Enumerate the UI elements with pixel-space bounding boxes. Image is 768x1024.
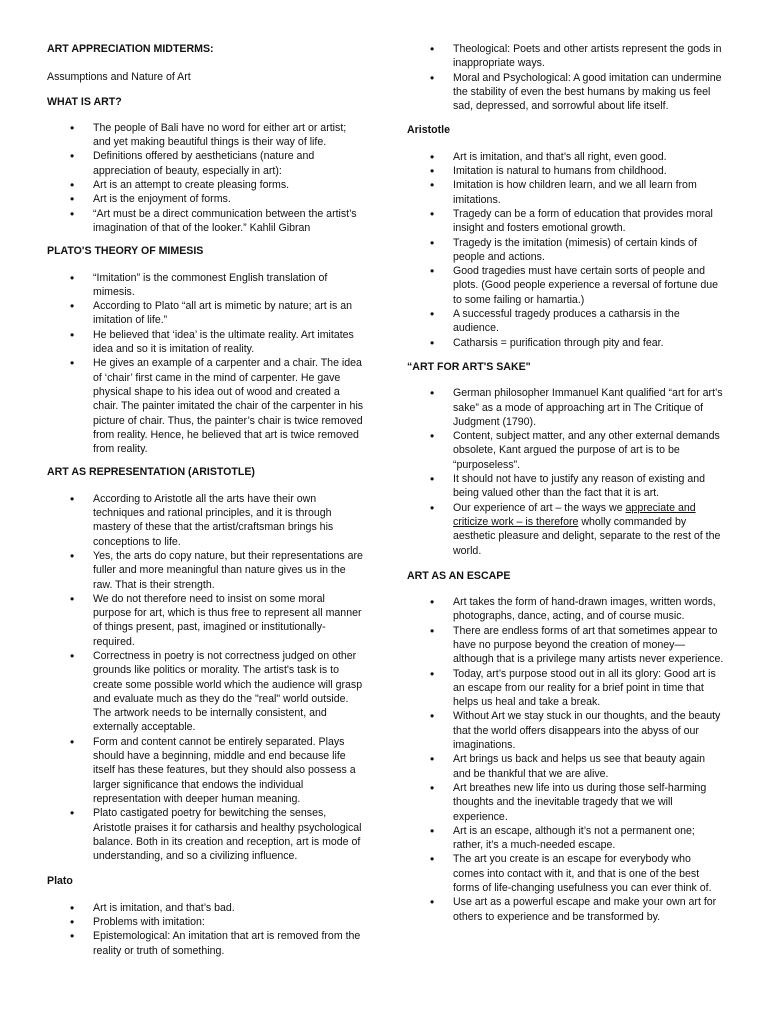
section-heading-platos-theory: PLATO'S THEORY OF MIMESIS <box>47 245 204 258</box>
list-item: • Art is an attempt to create pleasing forms. <box>47 178 365 192</box>
plato-list-continued <box>407 42 725 113</box>
list-item: • Art is an escape, although it’s not a permanent one; rather, it’s a much-needed escape. <box>407 824 725 853</box>
list-item: • It should not have to justify any reason of existing and being valued other than the fact that it is art. <box>407 472 725 501</box>
list-item: • Art is the enjoyment of forms. <box>47 192 365 206</box>
section-heading-aristotle: Aristotle <box>407 124 450 137</box>
art-for-arts-sake-list <box>407 386 725 558</box>
list-item: • There are endless forms of art that sometimes appear to have no purpose beyond the creation of money—although that is a privilege many artists never experience. <box>407 624 725 667</box>
list-item: • A successful tragedy produces a catharsis in the audience. <box>407 307 725 336</box>
what-is-art-list <box>47 121 365 235</box>
section-heading-what-is-art: WHAT IS ART? <box>47 95 122 108</box>
art-as-escape-list <box>407 595 725 924</box>
art-as-representation-list <box>47 492 365 864</box>
plato-list <box>47 901 365 958</box>
list-item: • He gives an example of a carpenter and a chair. The idea of ‘chair’ first came in the mind of carpenter. He gave physical shape to his idea out of wood and created a chair. The painter imitated the chair of the carpenter in his picture of chair. Thus, the painter’s chair is twice removed from reality. Hence, he believed that art is twice removed from reality. <box>47 356 365 456</box>
list-item: • Content, subject matter, and any other external demands obsolete, Kant argued the purpose of art is to be “purposeless”. <box>407 429 725 472</box>
list-item: • Use art as a powerful escape and make your own art for others to experience and be transformed by. <box>407 895 725 924</box>
list-item: • Art brings us back and helps us see that beauty again and be thankful that we are alive. <box>407 752 725 781</box>
section-heading-art-as-representation: ART AS REPRESENTATION (ARISTOTLE) <box>47 466 255 479</box>
list-item: • Tragedy is the imitation (mimesis) of certain kinds of people and actions. <box>407 236 725 265</box>
right-column <box>407 42 725 924</box>
list-item: • According to Aristotle all the arts have their own techniques and rational principles, and it is through mastery of these that the artist/craftsman brings his conceptions to life. <box>47 492 365 549</box>
list-item: • Moral and Psychological: A good imitation can undermine the stability of even the best humans by making us feel sad, depressed, and sorrowful about life itself. <box>407 71 725 114</box>
list-item: • Today, art’s purpose stood out in all its glory: Good art is an escape from our reality for a brief point in time that helps us heal and take a break. <box>407 667 725 710</box>
document-title: ART APPRECIATION MIDTERMS: <box>47 43 214 55</box>
list-item: • Imitation is how children learn, and we all learn from imitations. <box>407 178 725 207</box>
list-item: • German philosopher Immanuel Kant qualified “art for art’s sake” as a mode of approaching art in The Critique of Judgment (1790). <box>407 386 725 429</box>
list-item: • According to Plato “all art is mimetic by nature; art is an imitation of life.” <box>47 299 365 328</box>
list-item: • Definitions offered by aestheticians (nature and appreciation of beauty, especially in art): <box>47 149 365 178</box>
list-item <box>407 501 725 558</box>
list-item: • Art takes the form of hand-drawn images, written words, photographs, dance, acting, and of course music. <box>407 595 725 624</box>
list-item: • Imitation is natural to humans from childhood. <box>407 164 725 178</box>
list-item: • Tragedy can be a form of education that provides moral insight and fosters emotional growth. <box>407 207 725 236</box>
list-item: • Theological: Poets and other artists represent the gods in inappropriate ways. <box>407 42 725 71</box>
aristotle-list <box>407 150 725 350</box>
section-heading-art-as-escape: ART AS AN ESCAPE <box>407 569 511 582</box>
list-item: • Correctness in poetry is not correctness judged on other grounds like politics or morality. The artist's task is to create some possible world which the audience will grasp and evaluate much as they do the "real" world outside. The artwork needs to be internally consistent, and externally acceptable. <box>47 649 365 735</box>
list-item: • Art breathes new life into us during those self-harming thoughts and the inevitable tragedy that we will experience. <box>407 781 725 824</box>
list-item: • “Imitation” is the commonest English translation of mimesis. <box>47 271 365 300</box>
left-column <box>47 42 365 958</box>
list-item-text: Our experience of art – the ways we <box>453 501 626 514</box>
list-item: • Without Art we stay stuck in our thoughts, and the beauty that the world offers disappears into the abyss of our imaginations. <box>407 709 725 752</box>
list-item-text: wholly commanded by aesthetic pleasure and delight, separate to the rest of the world. <box>453 515 721 557</box>
list-item: • Problems with imitation: <box>47 915 365 929</box>
section-heading-plato: Plato <box>47 875 73 888</box>
list-item: • Catharsis = purification through pity and fear. <box>407 336 725 350</box>
list-item: • The people of Bali have no word for either art or artist; and yet making beautiful things is their way of life. <box>47 121 365 150</box>
list-item: • Form and content cannot be entirely separated. Plays should have a beginning, middle and end because life itself has these features, but they should also possess a larger significance that endows the individual representation with deeper human meaning. <box>47 735 365 806</box>
list-item: • Yes, the arts do copy nature, but their representations are fuller and more meaningful than nature gives us in the raw. That is their strength. <box>47 549 365 592</box>
section-heading-art-for-arts-sake: “ART FOR ART'S SAKE" <box>407 360 531 373</box>
list-item: • The art you create is an escape for everybody who comes into contact with it, and that is one of the best forms of life-changing usefulness you can ever think of. <box>407 852 725 895</box>
list-item: • Art is imitation, and that’s bad. <box>47 901 365 915</box>
platos-theory-list <box>47 271 365 457</box>
list-item: • He believed that ‘idea’ is the ultimate reality. Art imitates idea and so it is imitation of reality. <box>47 328 365 357</box>
document-subtitle: Assumptions and Nature of Art <box>47 71 191 84</box>
list-item: • Plato castigated poetry for bewitching the senses, Aristotle praises it for catharsis and healthy psychological balance. Both in its creation and reception, art is mode of understanding, and so a civilizing influence. <box>47 806 365 863</box>
list-item: • “Art must be a direct communication between the artist’s imagination of that of the looker.” Kahlil Gibran <box>47 207 365 236</box>
list-item: • Epistemological: An imitation that art is removed from the reality or truth of something. <box>47 929 365 958</box>
list-item: • Art is imitation, and that’s all right, even good. <box>407 150 725 164</box>
list-item: • We do not therefore need to insist on some moral purpose for art, which is thus free to represent all manner of things present, past, imagined or institutionally-required. <box>47 592 365 649</box>
list-item: • Good tragedies must have certain sorts of people and plots. (Good people experience a reversal of fortune due to some failing or hamartia.) <box>407 264 725 307</box>
underlined-phrase: appreciate and criticize work – is therefore <box>453 501 696 528</box>
